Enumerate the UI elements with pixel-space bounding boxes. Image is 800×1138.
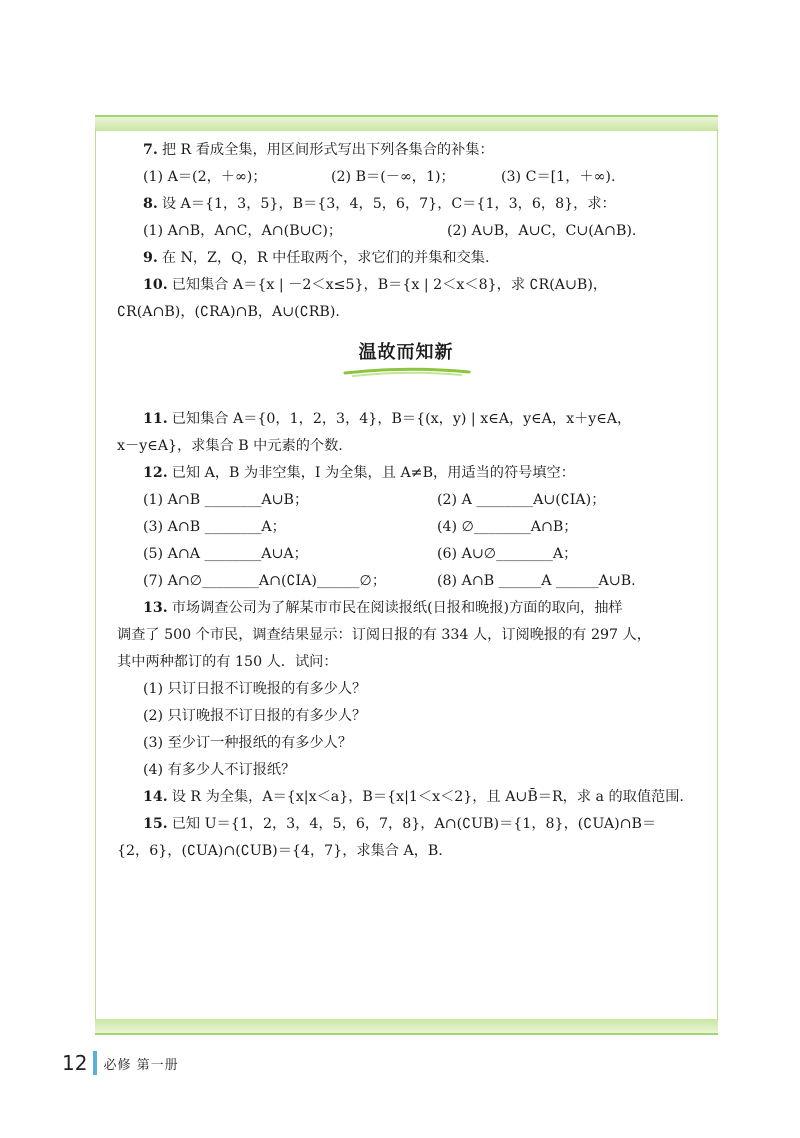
- exercise-text: {2，6}，(∁UA)∩(∁UB)＝{4，7}，求集合 A，B.: [117, 843, 443, 859]
- exercise-9: [117, 245, 695, 272]
- exercise-number: 10.: [143, 277, 168, 293]
- exercise-content: [117, 137, 695, 865]
- book-label: 必修 第一册: [103, 1057, 179, 1073]
- exercise-number: 8.: [143, 196, 158, 212]
- exercise-10: [117, 272, 695, 299]
- exercise-text: 设 R 为全集，A＝{x|x＜a}，B＝{x|1＜x＜2}，且 A∪B̄＝R，求 a 的取值范围.: [171, 789, 684, 805]
- exercise-number: 7.: [143, 142, 158, 158]
- bottom-decor-band: [95, 1019, 718, 1035]
- exercise-13-question: [117, 676, 695, 703]
- title-underline-swoosh: [343, 364, 471, 378]
- fill-blank-item: (6) A∪∅________A；: [437, 546, 578, 562]
- exercise-text: 已知集合 A＝{0，1，2，3，4}，B＝{(x，y) | x∈A，y∈A，x＋y∈A，: [171, 411, 632, 427]
- page-footer: [62, 1048, 179, 1078]
- section-title: 温故而知新: [358, 342, 454, 363]
- fill-blank-item: (2) A ________A∪(∁IA)；: [437, 492, 606, 508]
- question-text: (2) 只订晚报不订日报的有多少人？: [143, 708, 367, 724]
- exercise-text: 其中两种都订的有 150 人．试问：: [117, 654, 338, 670]
- exercise-text: 设 A＝{1，3，5}，B＝{3，4，5，6，7}，C＝{1，3，6，8}，求：: [161, 196, 616, 212]
- part-2: (2) B＝(－∞，1)；: [331, 169, 455, 185]
- fill-blank-item: (4) ∅________A∩B；: [437, 519, 578, 535]
- exercise-text: ∁R(A∩B)，(∁RA)∩B，A∪(∁RB).: [117, 304, 340, 320]
- exercise-13-question: [117, 730, 695, 757]
- exercise-11: [117, 406, 695, 433]
- exercise-text: 把 R 看成全集，用区间形式写出下列各集合的补集：: [161, 142, 494, 158]
- question-text: (3) 至少订一种报纸的有多少人？: [143, 735, 353, 751]
- exercise-text: 已知 U＝{1，2，3，4，5，6，7，8}，A∩(∁UB)＝{1，8}，(∁UA)∩B＝: [171, 816, 657, 832]
- exercise-text: 已知集合 A＝{x | －2＜x≤5}，B＝{x | 2＜x＜8}，求 ∁R(A∪B)，: [171, 277, 608, 293]
- exercise-8-parts: [117, 218, 695, 245]
- exercise-11-cont: [117, 433, 695, 460]
- exercise-number: 14.: [143, 789, 168, 805]
- exercise-15: [117, 811, 695, 838]
- exercise-number: 11.: [143, 411, 168, 427]
- fill-blank-item: (7) A∩∅________A∩(∁IA)______∅；: [143, 573, 387, 589]
- fill-blank-item: (1) A∩B ________A∪B；: [143, 492, 309, 508]
- exercise-text: 已知 A，B 为非空集，I 为全集，且 A≠B，用适当的符号填空：: [171, 465, 575, 481]
- part-3: (3) C＝[1，＋∞).: [501, 169, 616, 185]
- exercise-12-row: [117, 541, 695, 568]
- exercise-text: 在 N，Z，Q，R 中任取两个，求它们的并集和交集.: [161, 250, 490, 266]
- exercise-number: 15.: [143, 816, 168, 832]
- fill-blank-item: (5) A∩A ________A∪A；: [143, 546, 308, 562]
- exercise-7-parts: [117, 164, 695, 191]
- exercise-10-cont: [117, 299, 695, 326]
- exercise-12: [117, 460, 695, 487]
- exercise-14: [117, 784, 695, 811]
- exercise-12-row: [117, 487, 695, 514]
- part-2: (2) A∪B，A∪C，C∪(A∩B).: [447, 223, 637, 239]
- exercise-13-question: [117, 757, 695, 784]
- exercise-number: 9.: [143, 250, 158, 266]
- exercise-13-question: [117, 703, 695, 730]
- exercise-text: x－y∈A}，求集合 B 中元素的个数.: [117, 438, 343, 454]
- question-text: (1) 只订日报不订晚报的有多少人？: [143, 681, 367, 697]
- question-text: (4) 有多少人不订报纸？: [143, 762, 296, 778]
- exercise-number: 13.: [143, 600, 168, 616]
- exercise-7: [117, 137, 695, 164]
- page-number: 12: [62, 1051, 88, 1075]
- exercise-12-row: [117, 514, 695, 541]
- exercise-number: 12.: [143, 465, 168, 481]
- exercise-12-row: [117, 568, 695, 595]
- exercise-13: [117, 595, 695, 622]
- part-1: (1) A＝(2，＋∞)；: [143, 169, 267, 185]
- exercise-15-cont: [117, 838, 695, 865]
- exercise-text: 市场调查公司为了解某市市民在阅读报纸(日报和晚报)方面的取向，抽样: [171, 600, 623, 616]
- exercise-13-cont: [117, 622, 695, 649]
- footer-divider: [93, 1051, 97, 1075]
- exercise-8: [117, 191, 695, 218]
- section-header: [117, 326, 695, 406]
- fill-blank-item: (8) A∩B ______A ______A∪B.: [437, 573, 636, 589]
- part-1: (1) A∩B，A∩C，A∩(B∪C)；: [143, 223, 343, 239]
- fill-blank-item: (3) A∩B ________A；: [143, 519, 286, 535]
- exercise-text: 调查了 500 个市民，调查结果显示：订阅日报的有 334 人，订阅晚报的有 297 人，: [117, 627, 651, 643]
- exercise-13-cont: [117, 649, 695, 676]
